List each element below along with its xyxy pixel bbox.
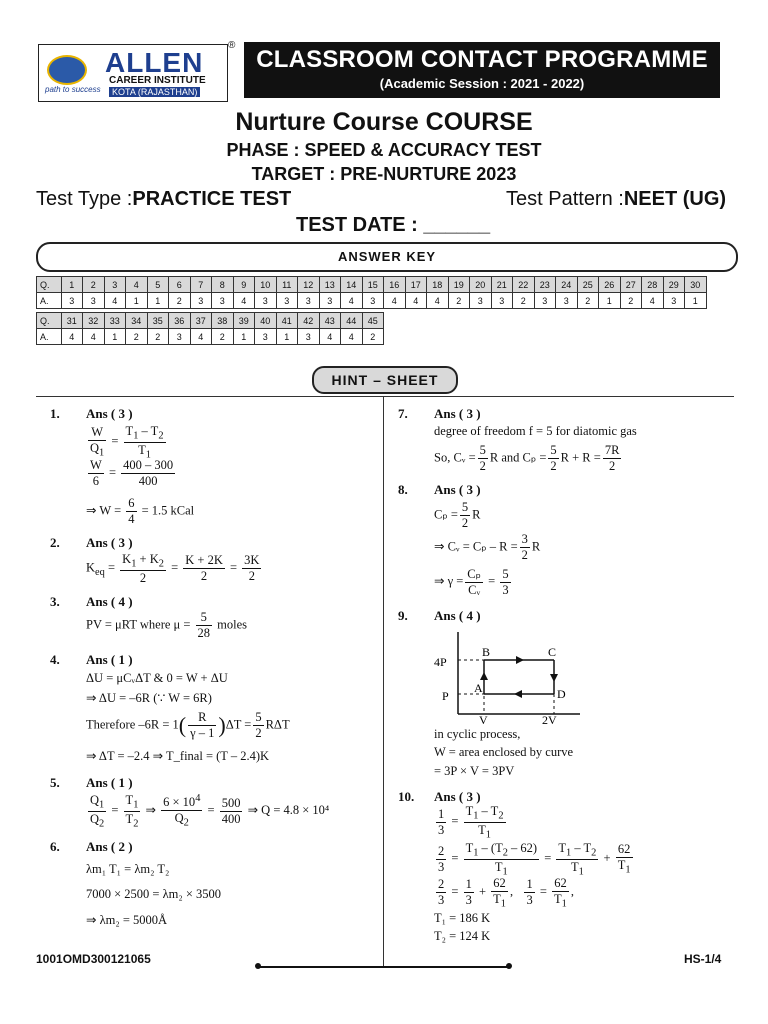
question-number-cell: 35: [147, 313, 169, 329]
solution-number: 7.: [398, 406, 408, 421]
answer-cell: 3: [534, 293, 556, 309]
answer-cell: 2: [577, 293, 599, 309]
question-number-cell: 26: [599, 277, 621, 293]
question-number-cell: 28: [642, 277, 664, 293]
phase-line: PHASE : SPEED & ACCURACY TEST: [226, 140, 542, 160]
graduation-cap-emblem-icon: [47, 55, 87, 85]
equation: $\frac{1}{3}$ = $\frac{T_1 - T_2}{T_1}$: [438, 804, 504, 840]
answer-cell: 4: [104, 293, 126, 309]
answer-cell: 3: [470, 293, 492, 309]
equation: T₁ = 186 K: [434, 911, 491, 925]
answer-cell: 4: [83, 329, 105, 345]
a-label: A.: [37, 329, 62, 345]
question-number-cell: 9: [233, 277, 255, 293]
answer-cell: 1: [147, 293, 169, 309]
question-number-cell: 14: [341, 277, 363, 293]
answer-cell: 1: [276, 329, 298, 345]
equation: ⇒ ΔT = –2.4 ⇒ T_final = (T – 2.4)K: [86, 749, 270, 763]
question-number-cell: 3: [104, 277, 126, 293]
question-number-cell: 34: [126, 313, 148, 329]
question-number-cell: 40: [255, 313, 277, 329]
equation: $\frac{2}{3}$ = $\frac{1}{3}$ + $\frac{62}{T_1}$ , $\frac{1}{3}$ = $\frac{62}{T_1}$ ,: [438, 876, 574, 910]
answer-cell: 3: [491, 293, 513, 309]
test-pattern: [506, 188, 726, 211]
solution-number: 8.: [398, 482, 408, 497]
question-number-cell: 31: [61, 313, 83, 329]
banner-title: CLASSROOM CONTACT PROGRAMME: [256, 46, 708, 73]
question-number-cell: 11: [276, 277, 298, 293]
question-number-cell: 45: [362, 313, 384, 329]
solution-answer: Ans ( 4 ): [86, 594, 133, 609]
question-number-cell: 32: [83, 313, 105, 329]
equation: $\frac{2}{3}$ = $\frac{T_1 - (T_2 - 62)}{T_1}$ = $\frac{T_1 - T_2}{T_1}$ + $\frac{62}{T_1}$: [438, 841, 631, 877]
answer-cell: 4: [319, 329, 341, 345]
y-label-p: P: [442, 689, 449, 703]
answer-cell: 3: [61, 293, 83, 309]
footer-dot-right: [506, 963, 512, 969]
answer-cell: 4: [341, 293, 363, 309]
question-number-cell: 41: [276, 313, 298, 329]
question-number-cell: 37: [190, 313, 212, 329]
logo-location: KOTA (RAJASTHAN): [109, 87, 200, 97]
question-number-cell: 12: [298, 277, 320, 293]
target-line: TARGET : PRE-NURTURE 2023: [251, 164, 517, 184]
question-number-cell: 5: [147, 277, 169, 293]
answer-row: [37, 293, 707, 309]
equation: $\frac{W}{6}$ = $\frac{400 - 300}{400}$: [90, 458, 174, 488]
question-number-cell: 42: [298, 313, 320, 329]
logo-tagline: path to success: [45, 85, 101, 94]
answer-key-title: ANSWER KEY: [36, 242, 738, 272]
answer-cell: 3: [276, 293, 298, 309]
question-number-cell: 23: [534, 277, 556, 293]
footer-rule: [258, 966, 508, 968]
banner-session: (Academic Session : 2021 - 2022): [379, 76, 585, 91]
question-number-cell: 1: [61, 277, 83, 293]
allen-logo: [38, 44, 228, 102]
q-label: Q.: [37, 313, 62, 329]
solution-answer: Ans ( 3 ): [86, 535, 133, 550]
equation: $K_{eq}$ = $\frac{K_1 + K_2}{2}$ = $\frac{K + 2K}{2}$ = $\frac{3K}{2}$: [86, 552, 260, 585]
equation: W = area enclosed by curve: [434, 745, 574, 759]
answer-cell: 2: [169, 293, 191, 309]
solution-answer: Ans ( 1 ): [86, 775, 133, 790]
equation: $\frac{Q_1}{Q_2}$ = $\frac{T_1}{T_2}$ ⇒ $\frac{6 \times 10^4}{Q_2}$ = $\frac{500}{400}$ ⇒ Q = 4.8 × 10⁴: [90, 793, 330, 829]
test-pattern-label: Test Pattern :: [506, 188, 624, 210]
question-number-cell: 30: [685, 277, 707, 293]
logo-name: ALLEN: [105, 47, 204, 78]
question-number-cell: 17: [405, 277, 427, 293]
answer-key-table-2: [36, 312, 384, 345]
solution-answer: Ans ( 1 ): [86, 652, 133, 667]
question-number-cell: 2: [83, 277, 105, 293]
logo-subtitle: CAREER INSTITUTE: [109, 75, 206, 86]
equation: 7000 × 2500 = λm₂ × 3500: [86, 887, 222, 901]
point-d: D: [557, 687, 566, 701]
answer-cell: 4: [405, 293, 427, 309]
equation: $\frac{W}{Q_1}$ = $\frac{T_1 - T_2}{T_1}$: [90, 424, 164, 460]
equation: So, Cᵥ = $\frac{5}{2}$ R and Cₚ = $\frac{5}{2}$ R + R = $\frac{7R}{2}$: [434, 443, 620, 473]
hint-sheet-title: HINT – SHEET: [312, 366, 458, 394]
answer-cell: 3: [83, 293, 105, 309]
solution-number: 9.: [398, 608, 408, 623]
test-type-label: Test Type :: [36, 188, 133, 210]
equation: Therefore –6R = 1( $\frac{R}{\gamma - 1}$ )ΔT = $\frac{5}{2}$ RΔT: [86, 710, 290, 740]
equation: ⇒ W = $\frac{6}{4}$ = 1.5 kCal: [86, 496, 195, 526]
page-number: HS-1/4: [684, 952, 722, 966]
answer-cell: 1: [685, 293, 707, 309]
point-c: C: [548, 645, 557, 659]
question-row: [37, 313, 384, 329]
equation: λm₁ T₁ = λm₂ T₂: [86, 862, 170, 876]
answer-cell: 3: [556, 293, 578, 309]
answer-row: [37, 329, 384, 345]
question-number-cell: 20: [470, 277, 492, 293]
pv-cycle-diagram: [430, 628, 590, 726]
solution-number: 3.: [50, 594, 60, 609]
equation: in cyclic process,: [434, 727, 521, 741]
question-number-cell: 27: [620, 277, 642, 293]
answer-cell: 1: [126, 293, 148, 309]
answer-cell: 2: [212, 329, 234, 345]
solution-answer: Ans ( 3 ): [434, 482, 481, 497]
answer-cell: 3: [319, 293, 341, 309]
test-date: TEST DATE : ______: [296, 214, 491, 236]
answer-cell: 1: [599, 293, 621, 309]
answer-cell: 4: [190, 329, 212, 345]
solution-number: 1.: [50, 406, 60, 421]
equation: ⇒ ΔU = –6R (∵ W = 6R): [86, 691, 212, 705]
equation: Cₚ = $\frac{5}{2}$ R: [434, 500, 481, 530]
solution-answer: Ans ( 3 ): [86, 406, 133, 421]
answer-cell: 2: [126, 329, 148, 345]
question-number-cell: 19: [448, 277, 470, 293]
x-label-v: V: [479, 713, 488, 726]
solution-number: 5.: [50, 775, 60, 790]
question-number-cell: 7: [190, 277, 212, 293]
question-number-cell: 18: [427, 277, 449, 293]
answer-cell: 3: [255, 329, 277, 345]
question-number-cell: 16: [384, 277, 406, 293]
question-number-cell: 13: [319, 277, 341, 293]
answer-cell: 4: [642, 293, 664, 309]
question-number-cell: 15: [362, 277, 384, 293]
answer-cell: 3: [190, 293, 212, 309]
solution-answer: Ans ( 3 ): [434, 789, 481, 804]
question-number-cell: 8: [212, 277, 234, 293]
answer-cell: 2: [147, 329, 169, 345]
question-number-cell: 43: [319, 313, 341, 329]
equation: ⇒ Cᵥ = Cₚ – R = $\frac{3}{2}$ R: [434, 532, 541, 562]
answer-cell: 4: [233, 293, 255, 309]
registered-mark: ®: [228, 40, 236, 51]
answer-cell: 4: [384, 293, 406, 309]
point-b: B: [482, 645, 491, 659]
footer-dot-left: [255, 963, 261, 969]
equation: ⇒ λm₂ = 5000Å: [86, 913, 168, 927]
answer-cell: 3: [212, 293, 234, 309]
answer-cell: 4: [61, 329, 83, 345]
equation: ΔU = μCᵥΔT & 0 = W + ΔU: [86, 671, 228, 685]
equation: T₂ = 124 K: [434, 929, 491, 943]
question-number-cell: 36: [169, 313, 191, 329]
question-number-cell: 25: [577, 277, 599, 293]
y-label-4p: 4P: [434, 655, 447, 669]
answer-cell: 3: [169, 329, 191, 345]
answer-cell: 2: [448, 293, 470, 309]
question-number-cell: 21: [491, 277, 513, 293]
test-type: [36, 188, 291, 211]
divider-horizontal: [36, 396, 734, 397]
answer-cell: 2: [620, 293, 642, 309]
divider-vertical: [383, 396, 384, 968]
answer-cell: 1: [233, 329, 255, 345]
a-label: A.: [37, 293, 62, 309]
question-number-cell: 22: [513, 277, 535, 293]
question-number-cell: 24: [556, 277, 578, 293]
answer-cell: 4: [427, 293, 449, 309]
solution-number: 4.: [50, 652, 60, 667]
answer-cell: 2: [513, 293, 535, 309]
answer-cell: 3: [255, 293, 277, 309]
solution-number: 10.: [398, 789, 415, 804]
course-title: Nurture Course COURSE: [235, 108, 533, 136]
answer-cell: 4: [341, 329, 363, 345]
question-number-cell: 39: [233, 313, 255, 329]
question-number-cell: 4: [126, 277, 148, 293]
answer-cell: 1: [104, 329, 126, 345]
x-label-2v: 2V: [542, 713, 557, 726]
equation: ⇒ γ = $\frac{\text{Cₚ}}{\text{Cᵥ}}$ = $\frac{5}{3}$: [434, 566, 509, 597]
solution-number: 6.: [50, 839, 60, 854]
question-row: [37, 277, 707, 293]
answer-cell: 3: [298, 293, 320, 309]
equation: = 3P × V = 3PV: [434, 764, 515, 778]
solution-answer: Ans ( 2 ): [86, 839, 133, 854]
answer-key-table-1: [36, 276, 707, 309]
answer-cell: 3: [663, 293, 685, 309]
programme-banner: [244, 42, 720, 98]
solution-answer: Ans ( 3 ): [434, 406, 481, 421]
point-a: A: [474, 681, 483, 695]
question-number-cell: 10: [255, 277, 277, 293]
question-number-cell: 33: [104, 313, 126, 329]
q-label: Q.: [37, 277, 62, 293]
question-number-cell: 44: [341, 313, 363, 329]
equation: degree of freedom f = 5 for diatomic gas: [434, 424, 637, 438]
question-number-cell: 6: [169, 277, 191, 293]
test-type-value: PRACTICE TEST: [132, 188, 292, 210]
answer-cell: 2: [362, 329, 384, 345]
solution-answer: Ans ( 4 ): [434, 608, 481, 623]
equation: PV = μRT where μ = $\frac{5}{28}$ moles: [86, 610, 248, 640]
question-number-cell: 38: [212, 313, 234, 329]
document-code: 1001OMD300121065: [36, 952, 151, 966]
test-pattern-value: NEET (UG): [623, 188, 727, 210]
answer-cell: 3: [298, 329, 320, 345]
question-number-cell: 29: [663, 277, 685, 293]
solution-number: 2.: [50, 535, 60, 550]
answer-cell: 3: [362, 293, 384, 309]
